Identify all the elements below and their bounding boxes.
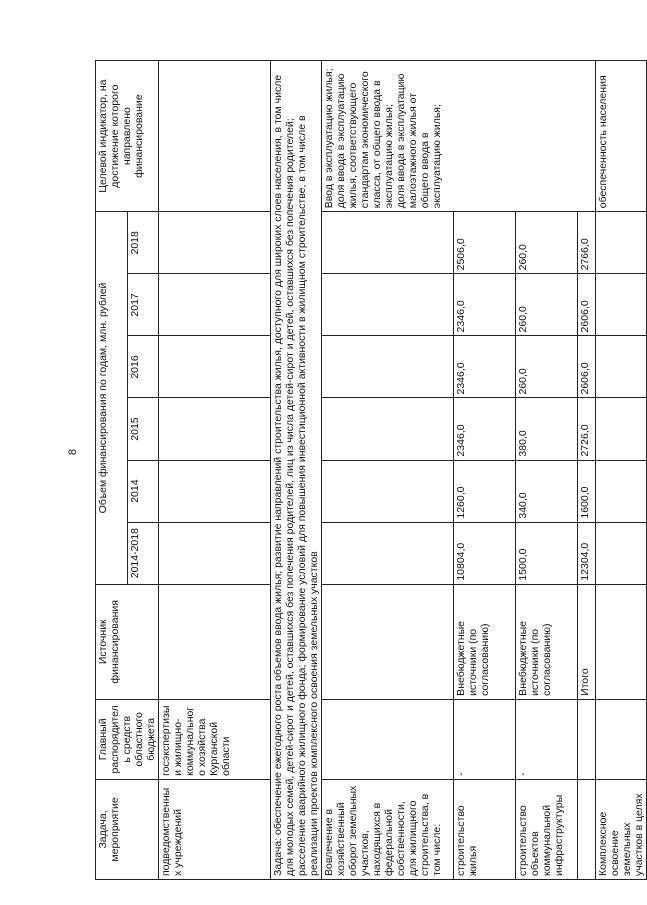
header-year: 2017	[127, 274, 159, 336]
table-row	[322, 61, 454, 880]
task-cell: строительство жилья	[454, 779, 516, 879]
indicator-cell: обеспеченность населения	[596, 61, 647, 212]
indicator-text: Ввод в эксплуатацию жилья; доля ввода в эксплуатацию жилья, соответствующего стандартам экономического класса, от общего ввода в эксплуатацию жилья;	[323, 68, 395, 209]
value-cell: 2726,0	[578, 398, 596, 460]
header-manager: Главный распорядитель средств областного бюджета	[96, 699, 159, 779]
task-statement: Задача: обеспечение ежегодного роста объемов ввода жилья; развитие направлений строительства жилья, доступного для широких слоев населения, в том числе для молодых семей, детей-сирот и детей, оставшихся без попечения родителей, лиц из числа детей-сирот и детей, оставшихся без попечения родителей; расселение аварийного жилищного фонда; формирование условий для повышения инвестиционной активности в жилищном строительстве, в том числе в реализации проектов комплексного освоения земельных участков	[271, 61, 322, 880]
value-cell: 260,0	[516, 212, 578, 274]
header-source: Источник финансирования	[96, 584, 159, 699]
task-cell: Вовлечение в хозяйственный оборот земельных участков, находящихся в федеральной собственности, для жилищного строительства, в том числе:	[322, 779, 454, 879]
value-cell: 12304,0	[578, 522, 596, 584]
value-cell: 2346,0	[454, 274, 516, 336]
value-cell: 10804,0	[454, 522, 516, 584]
header-year: 2016	[127, 336, 159, 398]
value-cell: 260,0	[516, 336, 578, 398]
page-number: 8	[67, 448, 80, 456]
table-row	[596, 61, 647, 880]
rotated-table-container	[95, 60, 645, 880]
value-cell: 260,0	[516, 274, 578, 336]
indicator-text: доля ввода в эксплуатацию малоэтажного жилья от общего ввода в эксплуатацию жилья;	[395, 73, 443, 209]
source-cell: Внебюджетные источники (по согласованию)	[516, 584, 578, 699]
source-cell: Итого	[578, 584, 596, 699]
header-task: Задача, мероприятие	[96, 779, 159, 879]
task-cell: Комплексное освоение земельных участков в целях	[596, 779, 647, 879]
value-cell: 380,0	[516, 398, 578, 460]
table-row	[159, 61, 271, 880]
source-cell: Внебюджетные источники (по согласованию)	[454, 584, 516, 699]
value-cell: 2606,0	[578, 336, 596, 398]
value-cell: 1600,0	[578, 460, 596, 522]
task-cell: подведомственных учреждений	[159, 779, 271, 879]
value-cell: 2766,0	[578, 212, 596, 274]
header-row-1	[96, 61, 128, 880]
manager-cell: -	[454, 699, 516, 779]
task-cell: строительство объектов коммунальной инфраструктуры	[516, 779, 578, 879]
header-year: 2014-2018	[127, 522, 159, 584]
value-cell: 2346,0	[454, 398, 516, 460]
header-indicator: Целевой индикатор, на достижение которого направлено финансирование	[96, 61, 159, 212]
header-year: 2015	[127, 398, 159, 460]
manager-cell: госэкспертизы и жилищно-коммунального хозяйства Курганской области	[159, 699, 271, 779]
value-cell: 340,0	[516, 460, 578, 522]
value-cell: 1500,0	[516, 522, 578, 584]
value-cell: 2506,0	[454, 212, 516, 274]
manager-cell: -	[516, 699, 578, 779]
financing-table	[95, 60, 647, 880]
task-statement-row	[271, 61, 322, 880]
header-year: 2014	[127, 460, 159, 522]
value-cell: 1260,0	[454, 460, 516, 522]
header-year: 2018	[127, 212, 159, 274]
value-cell: 2606,0	[578, 274, 596, 336]
indicator-cell	[322, 61, 596, 212]
header-volume: Объем финансирования по годам, млн. рублей	[96, 212, 128, 584]
value-cell: 2346,0	[454, 336, 516, 398]
